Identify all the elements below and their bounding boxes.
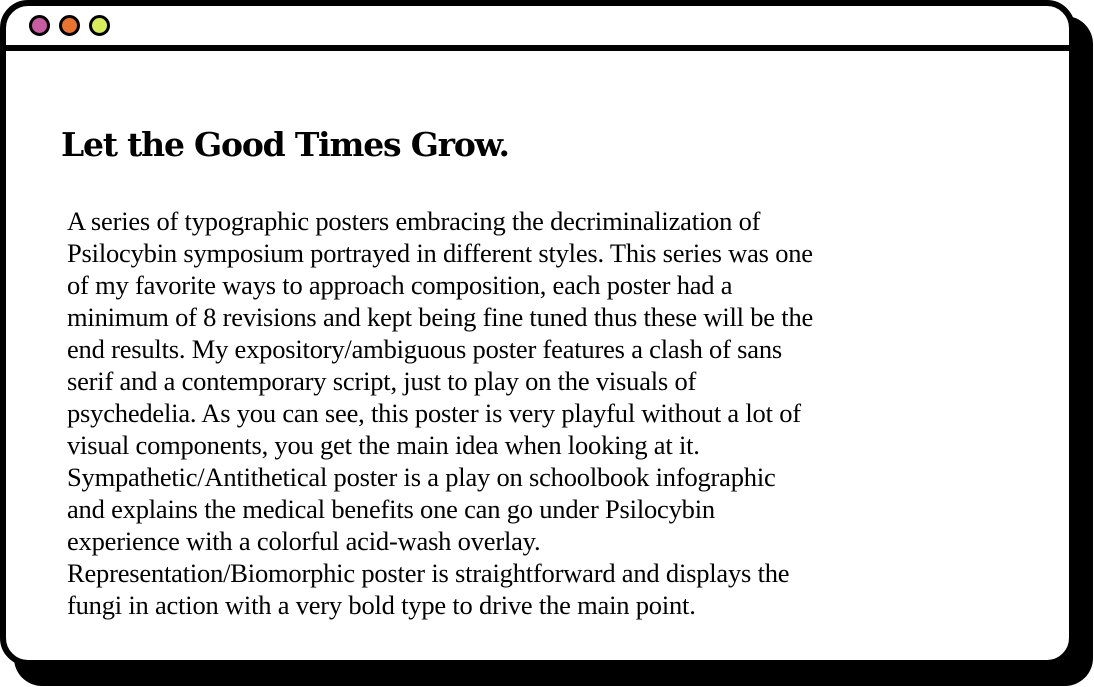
article-line: Psilocybin symposium portrayed in different styles. This series was one	[67, 238, 813, 268]
article-line: minimum of 8 revisions and kept being fine tuned thus these will be the	[67, 302, 814, 332]
article-title: Let the Good Times Grow.	[61, 125, 509, 164]
article-line: Sympathetic/Antithetical poster is a play on schoolbook infographic	[67, 462, 776, 492]
article-line: of my favorite ways to approach composition, each poster had a	[67, 270, 733, 300]
article-line: A series of typographic posters embracing the decriminalization of	[67, 206, 761, 236]
window-dot-pink[interactable]	[29, 15, 50, 36]
article-line: experience with a colorful acid-wash overlay.	[67, 526, 541, 556]
article-line: and explains the medical benefits one can go under Psilocybin	[67, 494, 715, 524]
window-titlebar	[6, 6, 1069, 51]
article-line: psychedelia. As you can see, this poster is very playful without a lot of	[67, 398, 801, 428]
article-line: visual components, you get the main idea when looking at it.	[67, 430, 700, 460]
article-line: fungi in action with a very bold type to drive the main point.	[67, 590, 696, 620]
article-body	[67, 205, 897, 621]
article-line: Representation/Biomorphic poster is straightforward and displays the	[67, 558, 790, 588]
window-dot-lime[interactable]	[89, 15, 110, 36]
article	[61, 123, 901, 621]
article-line: end results. My expository/ambiguous poster features a clash of sans	[67, 334, 782, 364]
article-line: serif and a contemporary script, just to play on the visuals of	[67, 366, 697, 396]
window-dot-orange[interactable]	[59, 15, 80, 36]
